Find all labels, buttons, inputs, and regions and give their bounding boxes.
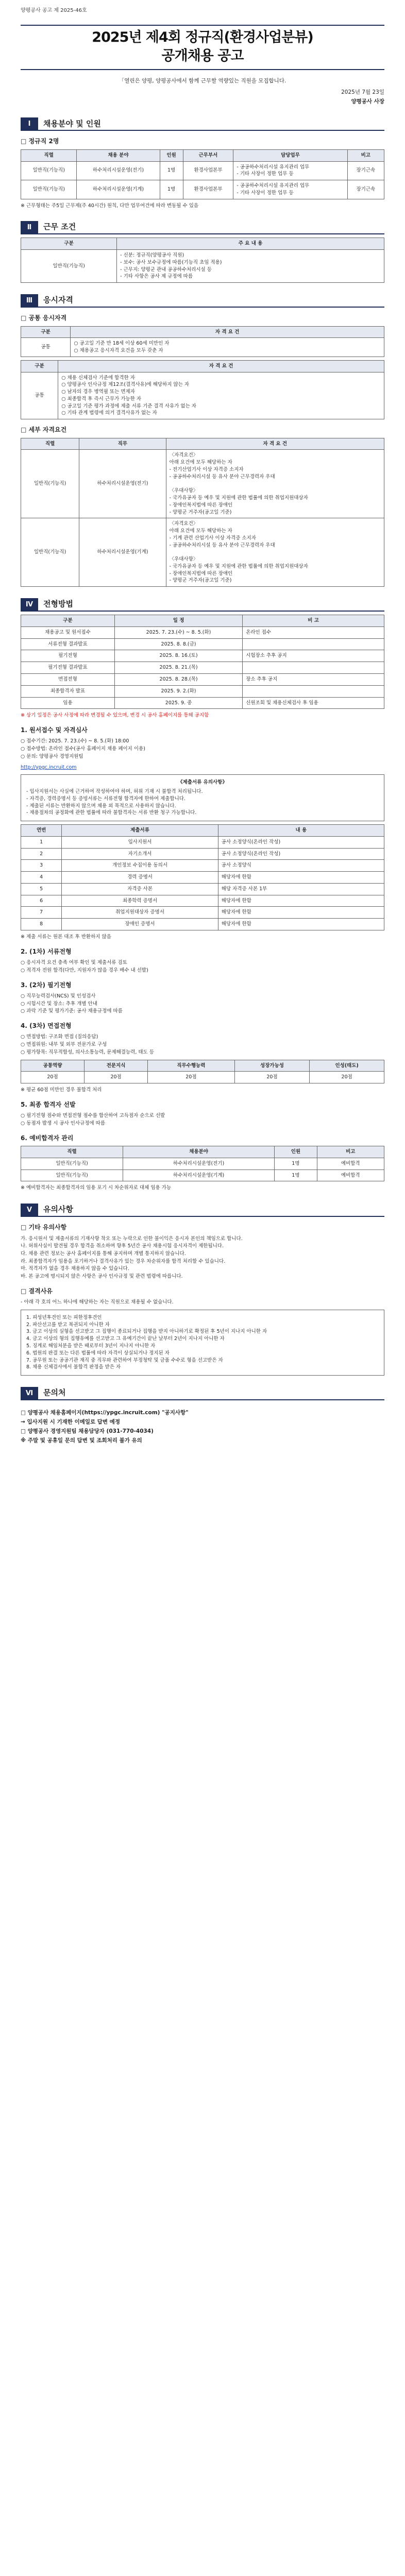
- table-cell: 일반직(기능직): [21, 161, 77, 180]
- table-row: [21, 895, 384, 907]
- column-header: 직렬: [21, 149, 77, 161]
- table-cell: 입사지원서: [62, 836, 218, 848]
- table-row: [21, 836, 384, 848]
- step-1-title: 1. 원서접수 및 자격심사: [21, 726, 88, 734]
- table-cell: - 신분: 정규직(양평공사 직원) - 보수: 공사 보수규정에 따름(기능직 초임 적용) - 근무지: 양평군 관내 공공하수처리시설 등 - 기타 사항은 공사 제 규정에 따름: [117, 250, 384, 283]
- table-cell: 시험장소 추후 공지: [243, 650, 384, 662]
- table-row: [21, 848, 384, 860]
- table-cell: 3: [21, 860, 62, 872]
- table-cell: - 공공하수처리시설 유지관리 업무 - 기타 사장이 정한 업무 등: [233, 180, 347, 199]
- contact-text: □ 양평공사 채용홈페이지(https://ypgc.incruit.com) "공지사항" → 입사지원 시 기재한 이메일로 답변 예정 □ 양평공사 경영지원팀 채용담당자 (031-770-4034) ※ 주말 및 공휴일 문의 답변 및 조회처리 불가 유의: [21, 1410, 189, 1444]
- document-id: 양평공사 공고 제 2025-46호: [21, 8, 87, 13]
- column-header: 직무: [79, 438, 166, 450]
- column-header: 자 격 요 건: [166, 438, 384, 450]
- table-cell: 최종학력 증명서: [62, 895, 218, 907]
- table-cell: 최종합격자 발표: [21, 685, 115, 697]
- table-cell: 6: [21, 895, 62, 907]
- table-cell: 1명: [275, 1170, 317, 1181]
- section-title: 유의사항: [38, 1204, 384, 1217]
- table-cell: 해당 자격증 사본 1부: [218, 883, 384, 895]
- table-cell: 하수처리시설운영(기계): [77, 180, 160, 199]
- table-cell: 경력 증명서: [62, 872, 218, 884]
- section-header-qualifications: [21, 294, 384, 308]
- section-title: 응시자격: [38, 294, 384, 308]
- table-cell: 해당자에 한함: [218, 907, 384, 919]
- column-header: 비고: [347, 149, 384, 161]
- column-header: 직렬: [21, 1146, 123, 1158]
- column-header: 채용 분야: [77, 149, 160, 161]
- table-cell: 해당자에 한함: [218, 919, 384, 930]
- table-cell: 환경사업본부: [183, 161, 233, 180]
- sub-heading: □ 정규직 2명: [21, 138, 59, 145]
- table-cell: 공통: [21, 372, 58, 419]
- table-cell: 해당자에 한함: [218, 872, 384, 884]
- common-qualification-table: [21, 326, 384, 357]
- table-cell: 해당자에 한함: [218, 895, 384, 907]
- table-cell: 5: [21, 883, 62, 895]
- conditions-table: [21, 238, 384, 283]
- step-5-title: 5. 최종 합격자 선발: [21, 1100, 76, 1108]
- table-cell: 공사 소정양식(온라인 작성): [218, 836, 384, 848]
- step-1-link-row: [21, 764, 384, 772]
- table-row: [21, 883, 384, 895]
- table-cell: 2025. 8. 28.(목): [114, 673, 242, 685]
- section-number: Ⅴ: [21, 1204, 38, 1217]
- table-cell: 2025. 9. 2.(화): [114, 685, 242, 697]
- table-cell: 예비합격: [317, 1158, 384, 1170]
- column-header: 인원: [160, 149, 183, 161]
- organization: 양평공사 사장: [351, 98, 384, 105]
- table-cell: 일반직(기능직): [21, 1170, 123, 1181]
- table-cell: [243, 662, 384, 674]
- table-cell: 공통: [21, 338, 71, 357]
- intro-text: 「열린은 양평, 양평공사에서 함께 근무할 역량있는 직원을 모집합니다.: [119, 77, 286, 84]
- table-cell: 20점: [21, 1072, 85, 1083]
- table-cell: 1명: [160, 161, 183, 180]
- table-cell: 면접전형: [21, 673, 115, 685]
- section-header-process: [21, 598, 384, 612]
- column-header: 채용분야: [123, 1146, 275, 1158]
- table-cell: 〈자격요건〉 아래 요건에 모두 해당하는 자 - 전기산업기사 이상 자격증 소지자 - 공공하수처리시설 등 유사 분야 근무경력자 우대 〈우대사항〉 - 국가유공자 등 예우 및 지원에 관한 법률에 의한 취업지원대상자 - 장애인복지법에 따른 장애인 - 양평군 거주자(공고일 기준): [166, 450, 384, 518]
- column-header: 비고: [317, 1146, 384, 1158]
- step-2-text: ○ 응시자격 요건 충족 여부 확인 및 제출서류 검토 ○ 적격자 전원 합격(다만, 지원자가 많을 경우 배수 내 선발): [21, 960, 148, 973]
- column-header: 연번: [21, 825, 62, 837]
- step-1-text: ○ 접수기간: 2025. 7. 23.(수) ~ 8. 5.(화) 18:00 ○ 접수방법: 온라인 접수(공사 홈페이지 채용 페이지 이용) ○ 문의: 양평공사 경영지원팀: [21, 738, 145, 759]
- section-title: 채용분야 및 인원: [38, 117, 384, 131]
- table-cell: 4: [21, 872, 62, 884]
- title-line-1: 2025년 제4회 정규직(환경사업분뷰): [92, 29, 313, 45]
- table-cell: 예비합격: [317, 1170, 384, 1181]
- table-cell: 일반직(기능직): [21, 1158, 123, 1170]
- table-row: [21, 650, 384, 662]
- column-header: 인원: [275, 1146, 317, 1158]
- documents-note: ※ 제출 서류는 원본 대조 후 반환하지 않음: [21, 934, 111, 940]
- disqualification-intro: - 아래 각 호의 어느 하나에 해당하는 자는 직원으로 채용될 수 없습니다.: [21, 1299, 174, 1306]
- common-qualification-table-2: [21, 360, 384, 419]
- table-cell: 2: [21, 848, 62, 860]
- apply-link[interactable]: http://ypgc.incruit.com: [21, 764, 77, 770]
- column-header: 근무부서: [183, 149, 233, 161]
- table-cell: 2025. 7. 23.(수) ~ 8. 5.(화): [114, 626, 242, 638]
- table-cell: 장기근속: [347, 161, 384, 180]
- table-cell: 필기전형 결과발표: [21, 662, 115, 674]
- section-header-recruitment: [21, 117, 384, 131]
- table-cell: 20점: [310, 1072, 384, 1083]
- table-row: [21, 697, 384, 709]
- box-text: - 입사지원서는 사실에 근거하여 작성하여야 하며, 허위 기재 시 불합격 처리됩니다. - 자격증, 경력증명서 등 증빙서류는 서류전형 합격자에 한하여 제출합니다. - 제출된 서류는 반환하지 않으며 채용 외 목적으로 사용하지 않습니다. - 채용절차의 공정화에 관한 법률에 따라 불합격자는 서류 반환 청구 가능합니다.: [26, 789, 203, 816]
- disqualification-box: 1. 피성년후견인 또는 피한정후견인 2. 파산선고를 받고 복권되지 아니한 자 3. 금고 이상의 실형을 선고받고 그 집행이 종료되거나 집행을 받지 아니하기로 확정된 후 5년이 지나지 아니한 자 4. 금고 이상의 형의 집행유예를 선고받고 그 유예기간이 끝난 날부터 2년이 지나지 아니한 자 5. 징계로 해임처분을 받은 때로부터 3년이 지나지 아니한 자 6. 법원의 판결 또는 다른 법률에 따라 자격이 상실되거나 정지된 자 7. 공무원 또는 공공기관 재직 중 직무와 관련하여 부정청탁 및 금품 수수로 형을 선고받은 자 8. 채용 신체검사에서 불합격 판정을 받은 자: [21, 1310, 384, 1376]
- sub-heading: □ 결격사유: [21, 1287, 53, 1295]
- column-header: 제출서류: [62, 825, 218, 837]
- table-row: [21, 161, 384, 180]
- table-cell: 임용: [21, 697, 115, 709]
- sub-heading: □ 기타 유의사항: [21, 1224, 67, 1231]
- column-header: 구분: [21, 360, 58, 372]
- table-row: [21, 673, 384, 685]
- section-number: Ⅵ: [21, 1387, 38, 1400]
- column-header: 공통역량: [21, 1060, 85, 1072]
- note: ※ 근무형태는 주5일 근무제(주 40시간) 원칙, 다만 업무여건에 따라 변동될 수 있음: [21, 202, 199, 209]
- column-header: 일 정: [114, 615, 242, 627]
- table-cell: 하수처리시설운영(전기): [123, 1158, 275, 1170]
- table-cell: [243, 685, 384, 697]
- table-row: [21, 907, 384, 919]
- announce-date: 2025년 7월 23일: [341, 89, 384, 95]
- table-row: [21, 872, 384, 884]
- column-header: 자 격 요 건: [58, 360, 384, 372]
- table-cell: 자격증 사본: [62, 883, 218, 895]
- table-cell: 20점: [148, 1072, 234, 1083]
- table-row: [21, 1158, 384, 1170]
- table-cell: 1명: [275, 1158, 317, 1170]
- section-title: 문의처: [38, 1387, 384, 1400]
- table-cell: 일반직(기능직): [21, 250, 117, 283]
- column-header: 비 고: [243, 615, 384, 627]
- table-cell: 필기전형: [21, 650, 115, 662]
- column-header: 구분: [21, 615, 115, 627]
- table-cell: 8: [21, 919, 62, 930]
- table-row: [21, 180, 384, 199]
- table-cell: 공사 소정양식: [218, 860, 384, 872]
- column-header: 담당업무: [233, 149, 347, 161]
- column-header: 자 격 요 건: [71, 326, 384, 338]
- title-line-2: 공개채용 공고: [161, 47, 244, 64]
- sub-heading: □ 공통 응시자격: [21, 314, 67, 322]
- sub-heading: □ 세부 자격요건: [21, 426, 67, 434]
- column-header: 직렬: [21, 438, 79, 450]
- step-6-title: 6. 예비합격자 관리: [21, 1134, 74, 1142]
- table-cell: 장애인 증명서: [62, 919, 218, 930]
- table-cell: 20점: [234, 1072, 310, 1083]
- section-number: Ⅰ: [21, 117, 38, 131]
- evaluation-note: ※ 평균 60점 미만인 경우 불합격 처리: [21, 1087, 102, 1093]
- schedule-note: ※ 상기 일정은 공사 사정에 따라 변경될 수 있으며, 변경 시 공사 홈페이지를 통해 공지함: [21, 713, 209, 719]
- table-cell: 하수처리시설운영(기계): [79, 518, 166, 587]
- table-cell: 하수처리시설운영(전기): [77, 161, 160, 180]
- document-notice-box: [21, 774, 384, 821]
- step-4-text: ○ 면접방법: 구조화 면접 (질의응답) ○ 면접위원: 내부 및 외부 전문가로 구성 ○ 평가항목: 직무적합성, 의사소통능력, 문제해결능력, 태도 등: [21, 1034, 154, 1055]
- table-cell: 장소 추후 공지: [243, 673, 384, 685]
- table-cell: 1: [21, 836, 62, 848]
- table-cell: 서류전형 결과발표: [21, 638, 115, 650]
- table-row: [21, 860, 384, 872]
- table-cell: 하수처리시설운영(기계): [123, 1170, 275, 1181]
- table-cell: 온라인 접수: [243, 626, 384, 638]
- table-cell: 2025. 8. 8.(금): [114, 638, 242, 650]
- section-header-conditions: [21, 221, 384, 234]
- table-cell: ○ 공고일 기준 만 18세 이상 60세 미만인 자 ○ 채용공고 응시자격 요건을 모두 갖춘 자: [71, 338, 384, 357]
- table-cell: 20점: [85, 1072, 148, 1083]
- table-cell: 취업지원대상자 증명서: [62, 907, 218, 919]
- table-row: [21, 919, 384, 930]
- table-cell: 신원조회 및 채용신체검사 후 임용: [243, 697, 384, 709]
- table-cell: 2025. 8. 16.(토): [114, 650, 242, 662]
- table-cell: 채용공고 및 원서접수: [21, 626, 115, 638]
- table-cell: - 공공하수처리시설 유지관리 업무 - 기타 사장이 정한 업무 등: [233, 161, 347, 180]
- table-row: [21, 662, 384, 674]
- table-cell: 일반직(기능직): [21, 180, 77, 199]
- table-row: [21, 250, 384, 283]
- table-cell: 공사 소정양식(온라인 작성): [218, 848, 384, 860]
- column-header: 인성(태도): [310, 1060, 384, 1072]
- section-header-contact: [21, 1387, 384, 1400]
- column-header: 구분: [21, 326, 71, 338]
- table-cell: 7: [21, 907, 62, 919]
- table-cell: 개인정보 수집이용 동의서: [62, 860, 218, 872]
- table-cell: 하수처리시설운영(전기): [79, 450, 166, 518]
- step-3-title: 3. (2차) 필기전형: [21, 981, 72, 989]
- section-title: 전형방법: [38, 598, 384, 612]
- reserve-note: ※ 예비합격자는 최종합격자의 임용 포기 시 차순위자로 대체 임용 가능: [21, 1185, 172, 1191]
- table-cell: 일반직(기능직): [21, 518, 79, 587]
- step-2-title: 2. (1차) 서류전형: [21, 947, 72, 955]
- table-row: [21, 685, 384, 697]
- column-header: 구분: [21, 238, 117, 250]
- section-number: Ⅲ: [21, 294, 38, 308]
- detail-qualification-table: [21, 438, 384, 587]
- table-cell: 환경사업본부: [183, 180, 233, 199]
- table-row: [21, 626, 384, 638]
- signature: [21, 88, 384, 107]
- evaluation-table: [21, 1060, 384, 1084]
- step-5-text: ○ 필기전형 점수와 면접전형 점수를 합산하여 고득점자 순으로 선발 ○ 동점자 발생 시 공사 인사규정에 따름: [21, 1113, 165, 1126]
- schedule-table: [21, 615, 384, 709]
- step-4-title: 4. (3차) 면접전형: [21, 1022, 72, 1030]
- column-header: 주 요 내 용: [117, 238, 384, 250]
- column-header: 직무수행능력: [148, 1060, 234, 1072]
- section-number: Ⅱ: [21, 221, 38, 234]
- column-header: 전문지식: [85, 1060, 148, 1072]
- table-row: [21, 338, 384, 357]
- table-cell: 2025. 8. 21.(목): [114, 662, 242, 674]
- reserve-table: [21, 1146, 384, 1181]
- documents-table: [21, 824, 384, 930]
- table-cell: 일반직(기능직): [21, 450, 79, 518]
- table-cell: 1명: [160, 180, 183, 199]
- section-number: Ⅳ: [21, 598, 38, 612]
- table-row: [21, 450, 384, 518]
- step-3-text: ○ 직무능력검사(NCS) 및 인성검사 ○ 시험시간 및 장소: 추후 개별 안내 ○ 과락 기준 및 평가기준: 공사 채용규정에 따름: [21, 993, 123, 1014]
- table-cell: ○ 채용 신체검사 기준에 합격한 자 ○ 양평공사 인사규정 제12조(결격사유)에 해당하지 않는 자 ○ 남자의 경우 병역필 또는 면제자 ○ 최종합격 후 즉시 근무가 가능한 자 ○ 공고일 기준 평가 과정에 제출 서류 기준 결격 사유가 없는 자 ○ 기타 관계 법령에 의거 결격사유가 없는 자: [58, 372, 384, 419]
- table-row: [21, 518, 384, 587]
- recruitment-table: [21, 149, 384, 199]
- notes-text: 가. 응시원서 및 제출서류의 기재사항 착오 또는 누락으로 인한 불이익은 응시자 본인의 책임으로 합니다. 나. 허위사실이 발견될 경우 합격을 취소하며 향후 5년간 공사 채용시험 응시자격이 제한됩니다. 다. 채용 관련 정보는 공사 홈페이지를 통해 공지하며 개별 통지하지 않습니다. 라. 최종합격자가 임용을 포기하거나 결격사유가 있는 경우 차순위자를 합격 처리할 수 있습니다. 마. 적격자가 없을 경우 채용하지 않을 수 있습니다. 바. 본 공고에 명시되지 않은 사항은 공사 인사규정 및 관련 법령에 따릅니다.: [21, 1235, 243, 1280]
- table-row: [21, 1170, 384, 1181]
- table-cell: 장기근속: [347, 180, 384, 199]
- table-cell: 2025. 9. 중: [114, 697, 242, 709]
- column-header: 내 용: [218, 825, 384, 837]
- table-cell: 〈자격요건〉 아래 요건에 모두 해당하는 자 - 기계 관련 산업기사 이상 자격증 소지자 - 공공하수처리시설 등 유사 분야 근무경력자 우대 〈우대사항〉 - 국가유공자 등 예우 및 지원에 관한 법률에 의한 취업지원대상자 - 장애인복지법에 따른 장애인 - 양평군 거주자(공고일 기준): [166, 518, 384, 587]
- title-block: [21, 25, 384, 70]
- section-title: 근무 조건: [38, 221, 384, 234]
- table-cell: 자기소개서: [62, 848, 218, 860]
- table-cell: [243, 638, 384, 650]
- column-header: 성장가능성: [234, 1060, 310, 1072]
- box-title: 《제출서류 유의사항》: [178, 779, 227, 786]
- section-header-notes: [21, 1204, 384, 1217]
- table-row: [21, 638, 384, 650]
- table-row: [21, 372, 384, 419]
